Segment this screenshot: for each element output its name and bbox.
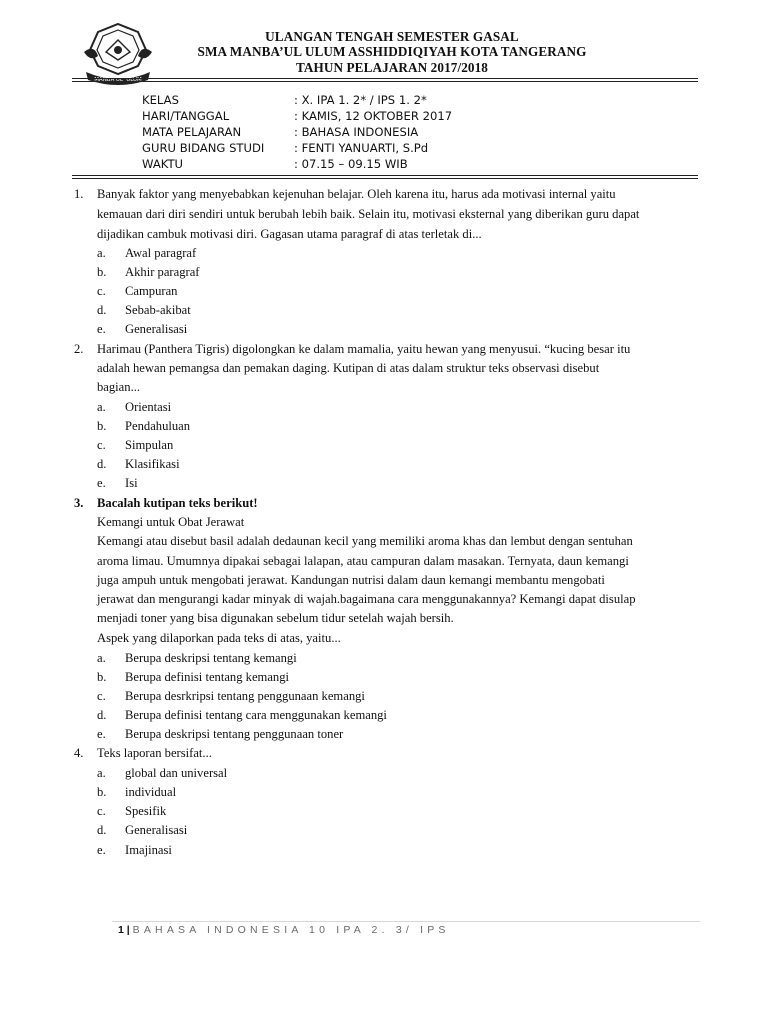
- passage-line: juga ampuh untuk mengobati jerawat. Kandungan nutrisi dalam daun kemangi membantu mengobati: [97, 573, 605, 587]
- option-text: Berupa definisi tentang cara menggunakan kemangi: [125, 708, 387, 722]
- question-text-line: Harimau (Panthera Tigris) digolongkan ke dalam mamalia, yaitu hewan yang menyusui. “kucing besar itu: [97, 342, 631, 356]
- question-text-line: bagian...: [97, 380, 141, 394]
- info-label: HARI/TANGGAL: [142, 109, 230, 123]
- option-text: Imajinasi: [125, 843, 172, 857]
- info-value: : X. IPA 1. 2* / IPS 1. 2*: [294, 93, 427, 107]
- question-number: 4.: [74, 746, 84, 760]
- option-text: Akhir paragraf: [125, 265, 200, 279]
- option-letter: d.: [97, 303, 107, 317]
- option-text: global dan universal: [125, 766, 228, 780]
- question-text-line: Teks laporan bersifat...: [97, 746, 212, 760]
- passage-line: menjadi toner yang bisa digunakan sebelum tidur setelah wajah bersih.: [97, 611, 454, 625]
- info-value: : FENTI YANUARTI, S.Pd: [294, 141, 429, 155]
- info-label: KELAS: [142, 93, 179, 107]
- info-label: GURU BIDANG STUDI: [142, 141, 265, 155]
- option-text: Generalisasi: [125, 823, 188, 837]
- option-text: Spesifik: [125, 804, 167, 818]
- academic-year: TAHUN PELAJARAN 2017/2018: [295, 60, 488, 75]
- option-letter: d.: [97, 708, 107, 722]
- passage-line: jerawat dan mengurangi kadar minyak di wajah.bagaimana cara menggunakannya? Kemangi dapat disulap: [97, 592, 636, 606]
- question-heading: Bacalah kutipan teks berikut!: [97, 496, 258, 510]
- question-text-line: kemauan dari diri sendiri untuk berubah lebih baik. Selain itu, motivasi eksternal yang diberikan guru dapat: [97, 207, 640, 221]
- option-letter: c.: [97, 284, 106, 298]
- question-text-line: dijadikan cambuk motivasi diri. Gagasan utama paragraf di atas terletak di...: [97, 227, 482, 241]
- option-letter: e.: [97, 322, 106, 336]
- option-letter: b.: [97, 670, 107, 684]
- option-text: Simpulan: [125, 438, 174, 452]
- header-separator-bottom: [72, 173, 698, 185]
- question-text-line: Banyak faktor yang menyebabkan kejenuhan belajar. Oleh karena itu, harus ada motivasi internal yaitu: [97, 187, 616, 201]
- passage-line: Kemangi atau disebut basil adalah dedaunan kecil yang memiliki aroma khas dan lembut dengan sentuhan: [97, 534, 633, 548]
- option-letter: a.: [97, 246, 106, 260]
- option-letter: c.: [97, 438, 106, 452]
- option-letter: a.: [97, 651, 106, 665]
- option-text: Berupa deskripsi tentang kemangi: [125, 651, 297, 665]
- option-text: Berupa definisi tentang kemangi: [125, 670, 290, 684]
- question-number: 1.: [74, 187, 84, 201]
- option-letter: b.: [97, 265, 107, 279]
- page-footer: [118, 924, 450, 936]
- info-label: WAKTU: [142, 157, 184, 171]
- option-letter: e.: [97, 476, 106, 490]
- footer-divider: [112, 921, 700, 922]
- info-value: : KAMIS, 12 OKTOBER 2017: [294, 109, 453, 123]
- exam-title: ULANGAN TENGAH SEMESTER GASAL: [265, 29, 519, 44]
- footer-text: BAHASA INDONESIA 10 IPA 2. 3/ IPS: [132, 924, 450, 936]
- option-text: Orientasi: [125, 400, 172, 414]
- option-letter: c.: [97, 804, 106, 818]
- option-letter: b.: [97, 419, 107, 433]
- school-name: SMA MANBA’UL ULUM ASSHIDDIQIYAH KOTA TANGERANG: [197, 44, 587, 59]
- info-value: : BAHASA INDONESIA: [294, 125, 419, 139]
- option-text: individual: [125, 785, 177, 799]
- option-text: Awal paragraf: [125, 246, 197, 260]
- option-text: Generalisasi: [125, 322, 188, 336]
- question-number: 3.: [74, 496, 84, 510]
- option-letter: d.: [97, 823, 107, 837]
- option-text: Sebab-akibat: [125, 303, 191, 317]
- info-value: : 07.15 – 09.15 WIB: [294, 157, 408, 171]
- option-letter: a.: [97, 766, 106, 780]
- option-text: Klasifikasi: [125, 457, 180, 471]
- info-label: MATA PELAJARAN: [142, 125, 242, 139]
- logo-text: MANBA'UL 'ULUM: [94, 77, 142, 83]
- option-letter: e.: [97, 843, 106, 857]
- option-text: Pendahuluan: [125, 419, 191, 433]
- option-letter: c.: [97, 689, 106, 703]
- option-letter: a.: [97, 400, 106, 414]
- question-text-line: adalah hewan pemangsa dan pemakan daging. Kutipan di atas dalam struktur teks observasi disebut: [97, 361, 600, 375]
- question-number: 2.: [74, 342, 84, 356]
- option-text: Isi: [125, 476, 138, 490]
- passage-title: Kemangi untuk Obat Jerawat: [97, 515, 245, 529]
- option-letter: e.: [97, 727, 106, 741]
- passage-line: aroma limau. Umumnya dipakai sebagai lalapan, atau campuran dalam masakan. Ternyata, daun kemangi: [97, 554, 629, 568]
- header-separator-top: [72, 76, 698, 88]
- option-text: Berupa desrkripsi tentang penggunaan kemangi: [125, 689, 365, 703]
- option-letter: b.: [97, 785, 107, 799]
- option-text: Campuran: [125, 284, 178, 298]
- option-letter: d.: [97, 457, 107, 471]
- option-text: Berupa deskripsi tentang penggunaan toner: [125, 727, 344, 741]
- question-text-line: Aspek yang dilaporkan pada teks di atas, yaitu...: [97, 631, 341, 645]
- page-number: 1 |: [118, 924, 130, 936]
